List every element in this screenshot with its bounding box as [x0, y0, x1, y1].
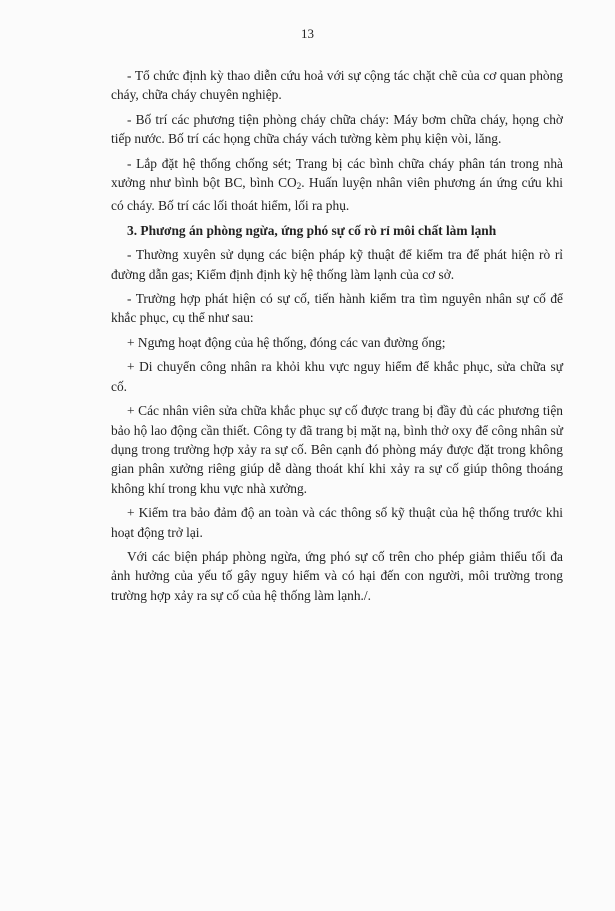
document-body [111, 66, 563, 610]
paragraph-firefighting-equipment: - Bố trí các phương tiện phòng cháy chữa cháy: Máy bơm chữa cháy, họng chờ tiếp nước. Bố trí các họng chữa cháy vách tường kèm phụ kiện vòi, lăng. [111, 111, 563, 147]
paragraph-stop-system: + Ngưng hoạt động của hệ thống, đóng các van đường ống; [127, 334, 446, 350]
paragraph-fire-drill: - Tổ chức định kỳ thao diễn cứu hoả với sự cộng tác chặt chẽ của cơ quan phòng cháy, chữa cháy chuyên nghiệp. [111, 68, 563, 103]
paragraph-lightning-text-1: - Lắp đặt hệ thống chống sét; Trang bị các bình chữa cháy phân tán trong nhà xưởng như bình bột BC, bình CO [111, 155, 563, 191]
paragraph-evacuate-workers: + Di chuyển công nhân ra khỏi khu vực nguy hiểm để khắc phục, sửa chữa sự cố. [111, 359, 563, 394]
paragraph-safety-check: + Kiểm tra bảo đảm độ an toàn và các thông số kỹ thuật của hệ thống trước khi hoạt động trở lại. [111, 505, 563, 540]
paragraph-incident-response: - Trường hợp phát hiện có sự cố, tiến hành kiểm tra tìm nguyên nhân sự cố để khắc phục, cụ thể như sau: [111, 291, 563, 326]
paragraph-lightning-text-2: . Huấn luyện nhân viên phương án ứng cứu khi có cháy. Bố trí các lối thoát hiểm, lối ra phụ. [111, 175, 564, 214]
section-heading-refrigerant-leak: 3. Phương án phòng ngừa, ứng phó sự cố rò rỉ môi chất làm lạnh [127, 222, 497, 238]
paragraph-leak-inspection: - Thường xuyên sử dụng các biện pháp kỹ thuật để kiểm tra để phát hiện rò rỉ đường dẫn gas; Kiểm định định kỳ hệ thống làm lạnh của cơ sở. [111, 247, 563, 282]
co2-subscript: 2 [296, 181, 302, 192]
paragraph-conclusion: Với các biện pháp phòng ngừa, ứng phó sự cố trên cho phép giảm thiểu tối đa ảnh hưởng của yếu tố gây nguy hiểm và có hại đến con người, môi trường trong trường hợp xảy ra sự cố của hệ thống làm lạnh./. [111, 548, 563, 603]
paragraph-protective-equipment: + Các nhân viên sửa chữa khắc phục sự cố được trang bị đầy đủ các phương tiện bảo hộ lao động cần thiết. Công ty đã trang bị mặt nạ, bình thở oxy để công nhân sử dụng trong trường hợp xảy ra sự cố. Bên cạnh đó phòng máy được đặt trong không gian phân xưởng riêng giúp dễ dàng thoát khí khi xảy ra sự cố giúp thông thoáng không khí trong khu vực nhà xưởng. [111, 403, 563, 496]
paragraph-lightning-protection [111, 154, 563, 216]
page-number: 13 [301, 26, 314, 41]
